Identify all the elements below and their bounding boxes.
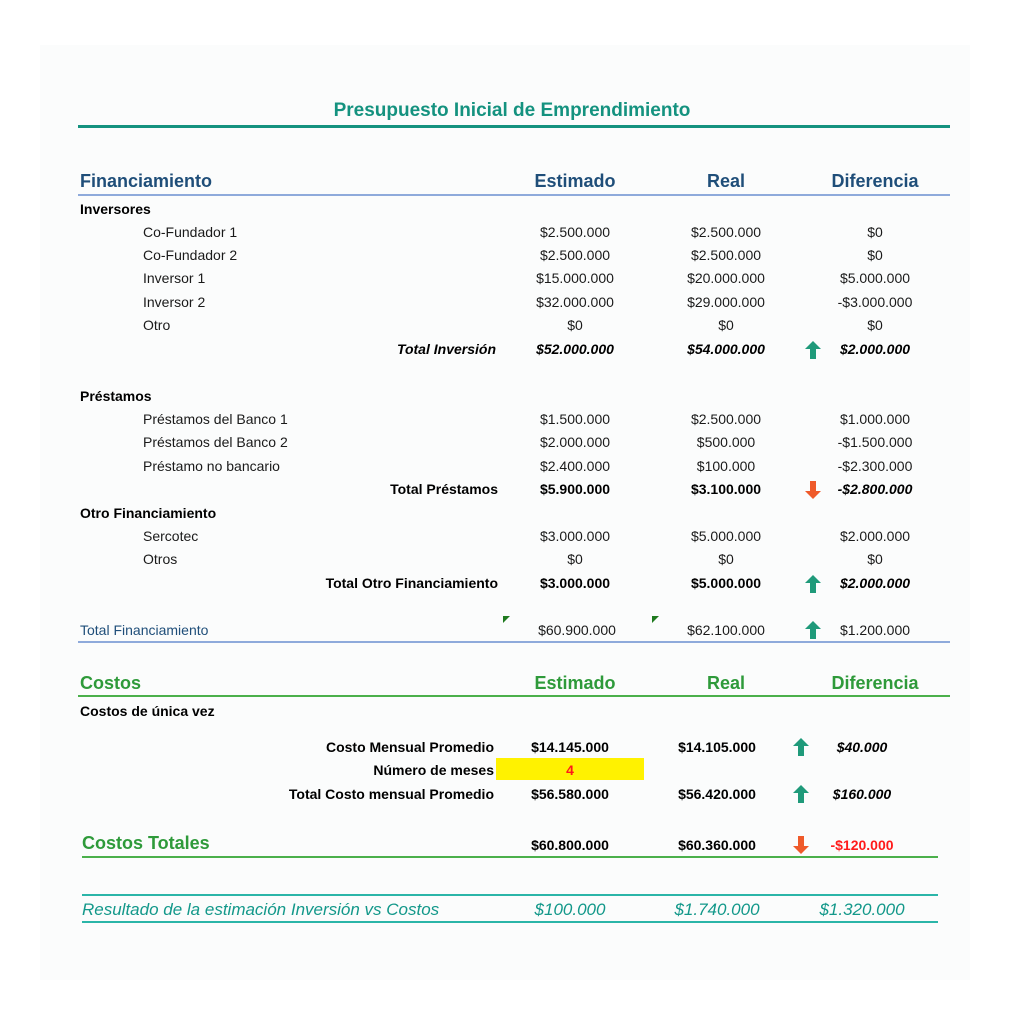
row-name: Inversor 1 [143,270,206,286]
cell-real: $0 [718,551,734,567]
costos-header: Costos [80,673,142,693]
resultado-real: $1.740.000 [674,900,760,919]
cell-diferencia: -$1.500.000 [837,434,913,450]
resultado-bottom-rule [82,921,938,923]
cell-real: $500.000 [696,434,756,450]
cell-estimado: $32.000.000 [536,294,614,310]
total-financiamiento-real: $62.100.000 [687,622,765,638]
cell-estimado: $2.000.000 [539,434,611,450]
cell-estimado: $0 [567,551,583,567]
row-name: Inversor 2 [143,294,206,310]
cell-real: $20.000.000 [687,270,765,286]
resultado-label: Resultado de la estimación Inversión vs Costos [82,900,440,919]
costos-totales-diferencia: -$120.000 [830,837,894,853]
cell-estimado: $2.500.000 [539,224,611,240]
row-name: Co-Fundador 1 [143,224,238,240]
cell-diferencia: $1.000.000 [839,411,911,427]
total-otro-estimado: $3.000.000 [539,575,611,591]
cell-diferencia: $5.000.000 [839,270,911,286]
total-costo-mensual-diferencia: $160.000 [832,786,892,802]
total-prestamos-real: $3.100.000 [690,481,762,497]
title-underline [78,125,950,128]
total-inversion-label: Total Inversión [396,341,496,357]
total-otro-real: $5.000.000 [690,575,762,591]
costo-mensual-estimado: $14.145.000 [531,739,609,755]
cell-real: $2.500.000 [690,224,762,240]
cell-diferencia: $0 [867,224,883,240]
resultado-top-rule [82,894,938,896]
row-name: Préstamo no bancario [143,458,280,474]
resultado-diferencia: $1.320.000 [819,900,905,919]
costos-col-diferencia-header: Diferencia [831,673,919,693]
total-inversion-diferencia: $2.000.000 [839,341,911,357]
cell-diferencia: $0 [867,247,883,263]
costo-mensual-real: $14.105.000 [678,739,756,755]
row-name: Otros [143,551,178,567]
total-prestamos-diferencia: -$2.800.000 [837,481,913,497]
costos-col-real-header: Real [706,673,746,693]
col-diferencia-header: Diferencia [831,171,919,191]
row-name: Otro [143,317,171,333]
cell-real: $2.500.000 [690,411,762,427]
resultado-estimado: $100.000 [534,900,606,919]
total-financiamiento-diferencia: $1.200.000 [839,622,911,638]
cell-diferencia: -$3.000.000 [837,294,913,310]
cell-estimado: $2.500.000 [539,247,611,263]
costos-header-rule [78,695,950,697]
costos-col-estimado-header: Estimado [534,673,616,693]
cell-real: $0 [718,317,734,333]
cell-real: $100.000 [696,458,756,474]
cell-estimado: $15.000.000 [536,270,614,286]
numero-meses-value: 4 [566,762,574,778]
cell-diferencia: $2.000.000 [839,528,911,544]
group-label-prestamos: Préstamos [80,388,152,404]
row-name: Sercotec [143,528,199,544]
total-prestamos-estimado: $5.900.000 [539,481,611,497]
costos-totales-rule [82,856,938,858]
total-otro-label: Total Otro Financiamiento [325,575,498,591]
total-inversion-real: $54.000.000 [687,341,765,357]
total-prestamos-label: Total Préstamos [390,481,498,497]
total-financiamiento-estimado: $60.900.000 [538,622,616,638]
cell-diferencia: $0 [867,317,883,333]
row-name: Co-Fundador 2 [143,247,238,263]
cell-estimado: $0 [567,317,583,333]
cell-real: $29.000.000 [687,294,765,310]
cell-diferencia: -$2.300.000 [837,458,913,474]
costos-unica-vez-label: Costos de única vez [80,703,215,719]
cell-estimado: $3.000.000 [539,528,611,544]
financiamiento-header-rule [78,194,950,196]
row-name: Préstamos del Banco 1 [143,411,288,427]
total-inversion-estimado: $52.000.000 [536,341,614,357]
row-name: Préstamos del Banco 2 [143,434,288,450]
total-financiamiento-rule [78,641,950,643]
financiamiento-header: Financiamiento [80,171,213,191]
col-estimado-header: Estimado [534,171,616,191]
cell-estimado: $1.500.000 [539,411,611,427]
total-otro-diferencia: $2.000.000 [839,575,911,591]
col-real-header: Real [706,171,746,191]
cell-diferencia: $0 [867,551,883,567]
group-label-inversores: Inversores [80,201,151,217]
cell-real: $2.500.000 [690,247,762,263]
page-title: Presupuesto Inicial de Emprendimiento [333,100,691,121]
numero-meses-label: Número de meses [373,762,494,778]
total-financiamiento-label: Total Financiamiento [80,622,209,638]
total-costo-mensual-estimado: $56.580.000 [531,786,609,802]
costos-totales-real: $60.360.000 [678,837,756,853]
costo-mensual-label: Costo Mensual Promedio [325,739,494,755]
cell-estimado: $2.400.000 [539,458,611,474]
total-costo-mensual-label: Total Costo mensual Promedio [288,786,494,802]
costos-totales-estimado: $60.800.000 [531,837,609,853]
cell-real: $5.000.000 [690,528,762,544]
costo-mensual-diferencia: $40.000 [836,739,888,755]
costos-totales-label: Costos Totales [82,833,210,853]
total-costo-mensual-real: $56.420.000 [678,786,756,802]
group-label-otro-financiamiento: Otro Financiamiento [80,505,217,521]
